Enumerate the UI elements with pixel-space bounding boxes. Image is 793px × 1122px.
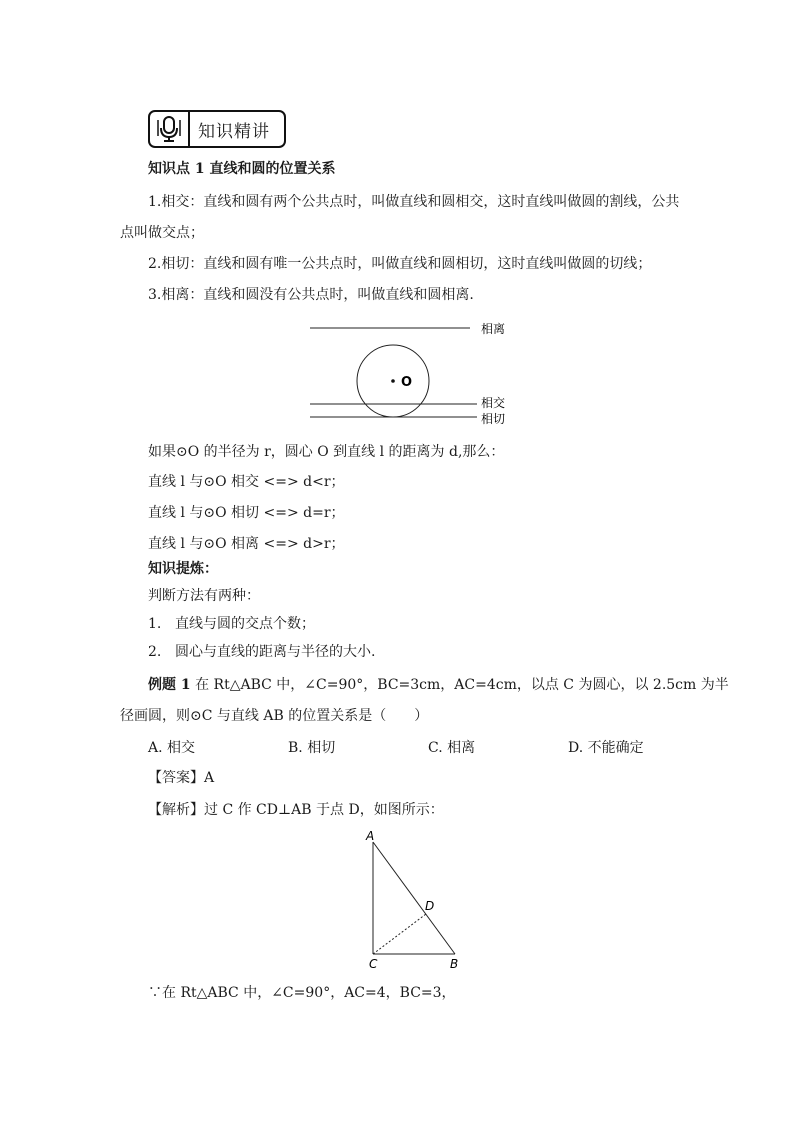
figure-circle-lines (305, 318, 525, 430)
vertex-c: C (369, 957, 378, 971)
example1-line1 (148, 675, 729, 695)
vertex-a: A (366, 829, 375, 843)
condition-separate: 直线 l 与⊙O 相离 <=> d>r； (148, 536, 345, 552)
condition-intersect: 直线 l 与⊙O 相交 <=> d<r； (148, 474, 345, 490)
method-2-number: 2. (148, 644, 162, 660)
label-separate: 相离 (481, 322, 506, 336)
option-a: A. 相交 (148, 740, 196, 756)
section-title: 知识精讲 (198, 121, 270, 142)
center-label: O (401, 375, 413, 390)
method-1-number: 1. (148, 616, 162, 632)
side-ab (373, 842, 455, 954)
refine-heading: 知识提炼： (148, 561, 218, 577)
analysis-given: ∵在 Rt△ABC 中，∠C=90°，AC=4，BC=3， (148, 985, 456, 1001)
method-2: 圆心与直线的距离与半径的大小. (175, 644, 376, 660)
figure-triangle (360, 826, 470, 976)
refine-intro: 判断方法有两种： (148, 588, 260, 604)
kp1-item1-line2: 点叫做交点； (120, 225, 204, 241)
example1-label: 例题 1 (148, 677, 191, 693)
kp1-item2: 2.相切：直线和圆有唯一公共点时，叫做直线和圆相切，这时直线叫做圆的切线； (148, 256, 652, 272)
answer: 【答案】A (148, 770, 215, 786)
analysis: 【解析】过 C 作 CD⊥AB 于点 D，如图所示： (148, 802, 444, 818)
kp1-item1-line1: 1.相交：直线和圆有两个公共点时，叫做直线和圆相交，这时直线叫做圆的割线，公共 (148, 194, 680, 210)
option-d: D. 不能确定 (568, 740, 644, 756)
microphone-icon (150, 112, 190, 146)
kp1-item3: 3.相离：直线和圆没有公共点时，叫做直线和圆相离. (148, 287, 474, 303)
label-tangent: 相切 (481, 412, 506, 426)
option-b: B. 相切 (288, 740, 336, 756)
method-1: 直线与圆的交点个数； (175, 616, 315, 632)
condition-tangent: 直线 l 与⊙O 相切 <=> d=r； (148, 505, 345, 521)
option-c: C. 相离 (428, 740, 476, 756)
vertex-d: D (425, 899, 435, 913)
kp1-heading: 知识点 1 直线和圆的位置关系 (148, 161, 336, 177)
example1-text: 在 Rt△ABC 中，∠C=90°，BC=3cm，AC=4cm，以点 C 为圆心，以 2.5cm 为半 (190, 677, 729, 693)
vertex-b: B (450, 957, 459, 971)
label-intersect: 相交 (481, 396, 506, 410)
circle-center-dot (391, 379, 395, 383)
section-badge (148, 110, 286, 148)
condition-intro: 如果⊙O 的半径为 r，圆心 O 到直线 l 的距离为 d,那么： (148, 444, 505, 460)
example1-line2: 径画圆，则⊙C 与直线 AB 的位置关系是（ ） (120, 708, 429, 724)
segment-cd (373, 914, 426, 954)
